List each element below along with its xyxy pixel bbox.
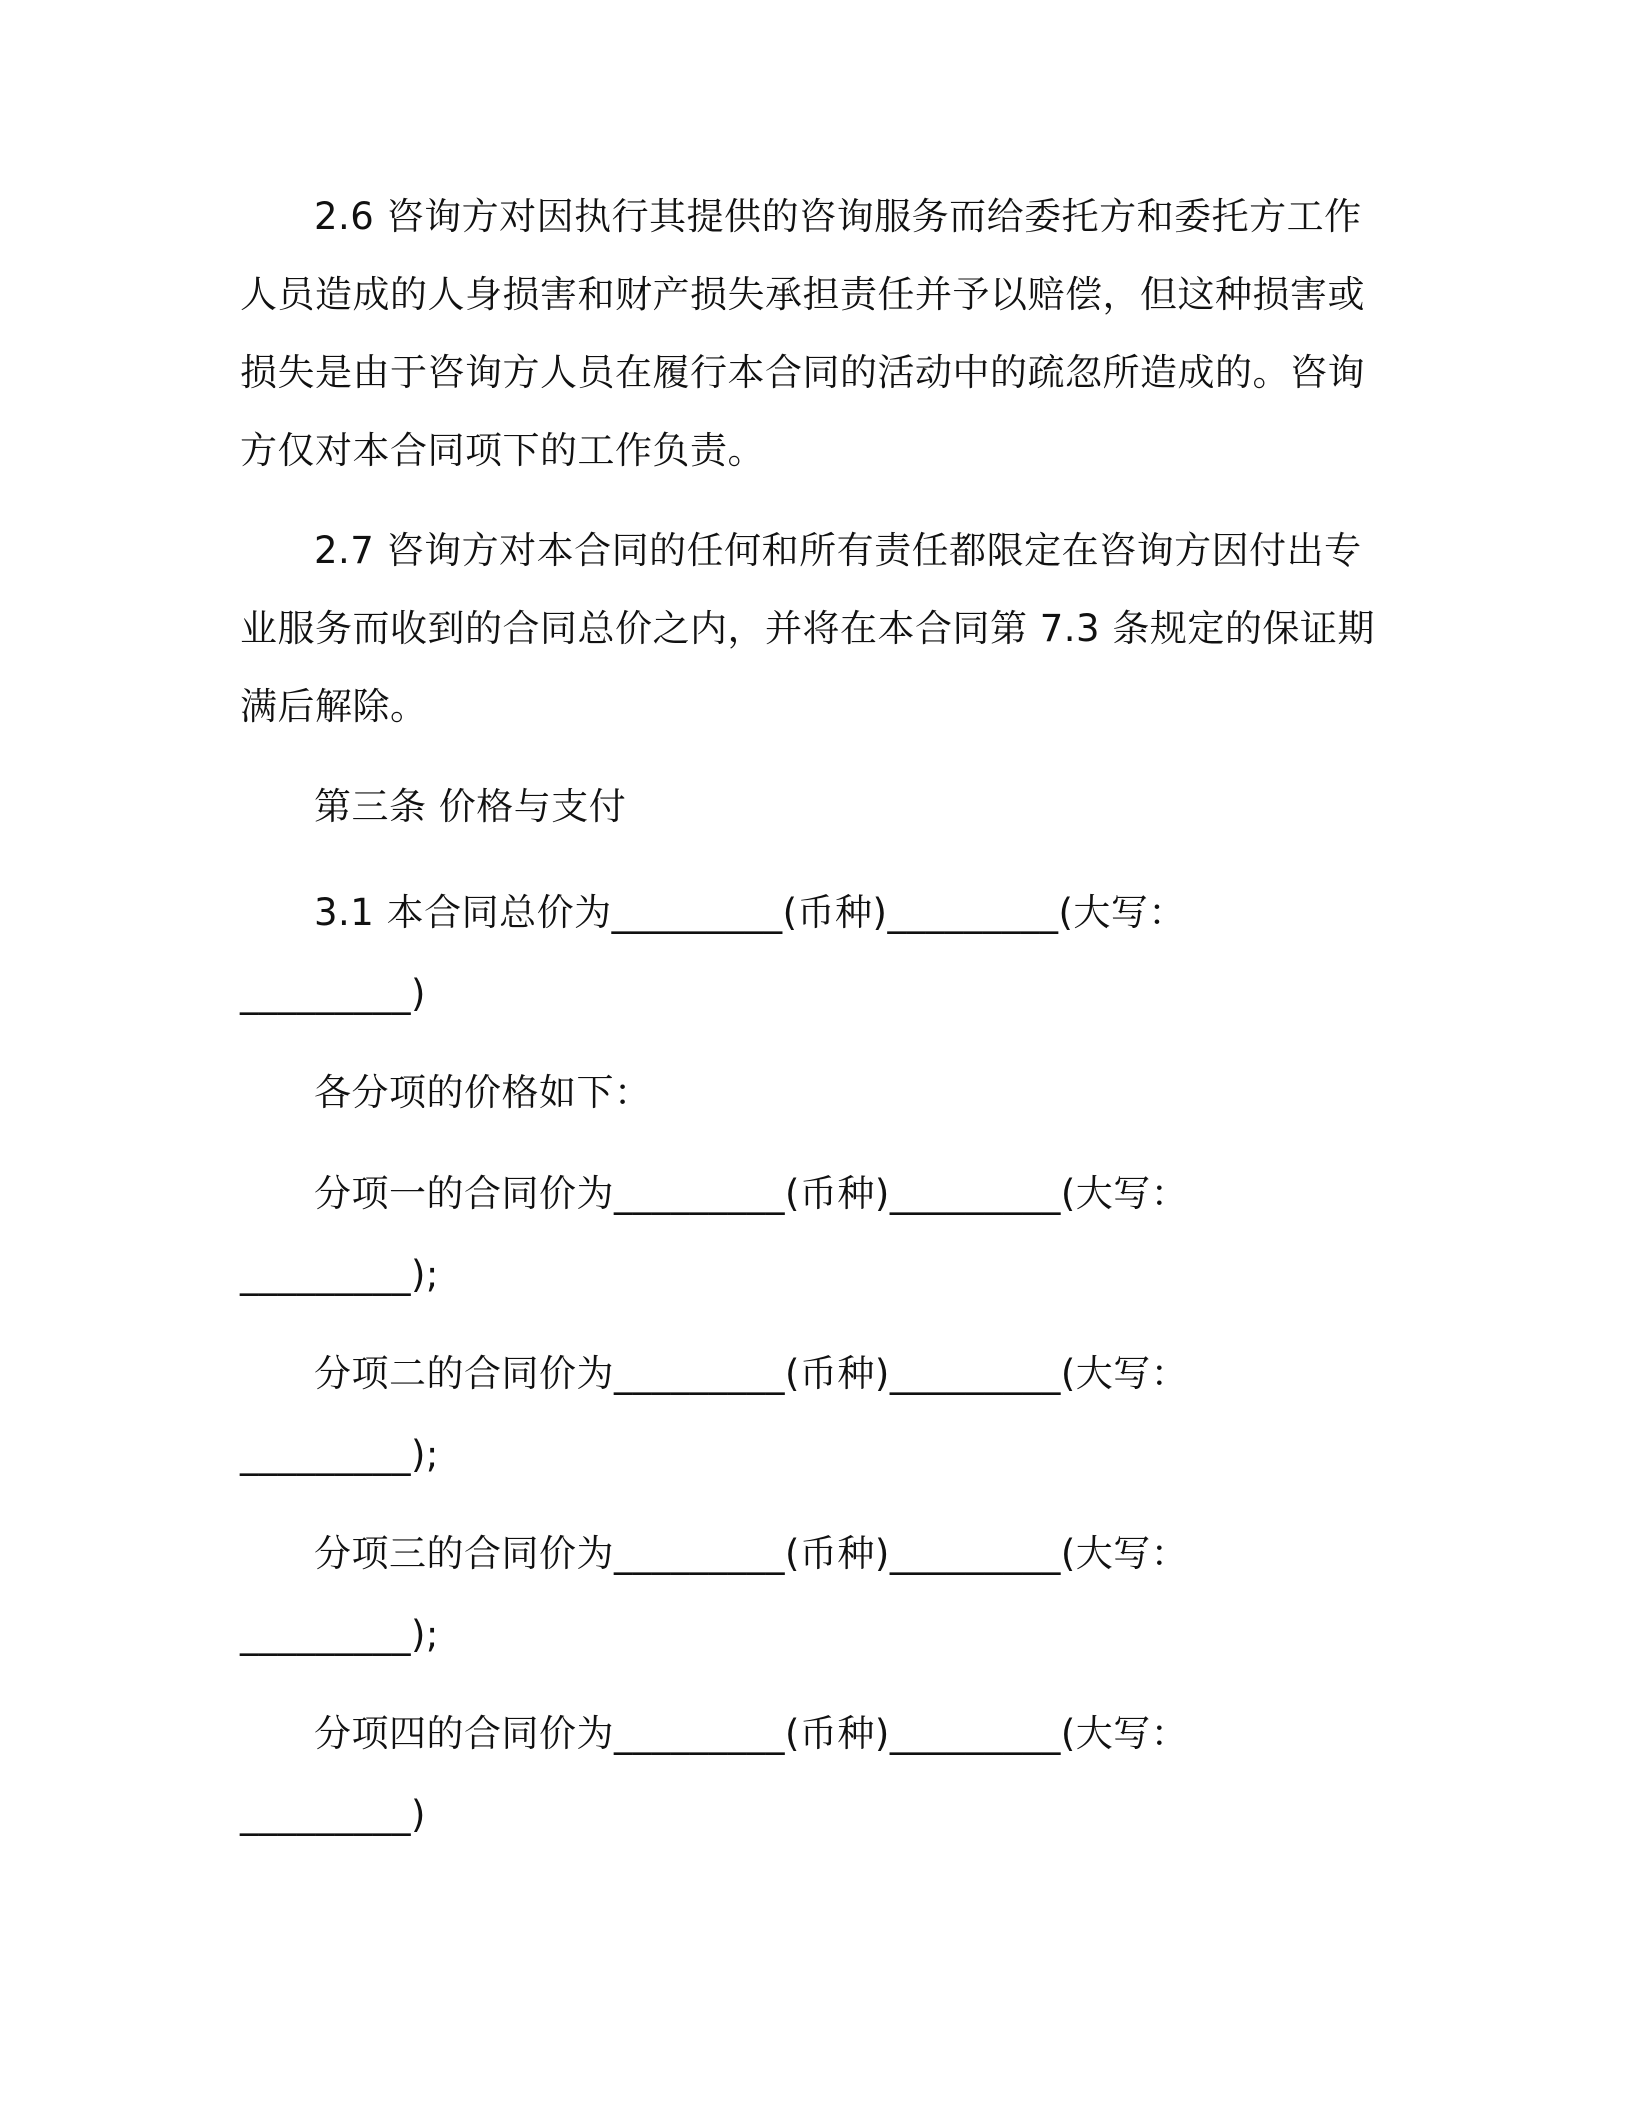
subitem-2-line-2: _________); [240,1433,439,1476]
clause-3-1-line-1: 3.1 本合同总价为_________(币种)_________(大写： [314,891,1186,934]
clause-3-1-line-2: _________) [240,972,426,1015]
subitem-1-line-1: 分项一的合同价为_________(币种)_________(大写： [314,1172,1189,1215]
subitem-3-line-1: 分项三的合同价为_________(币种)_________(大写： [314,1532,1189,1575]
subitem-4-line-2: _________) [240,1793,426,1836]
clause-2-6-paragraph: 2.6 咨询方对因执行其提供的咨询服务而给委托方和委托方工作人员造成的人身损害和财产损失承担责任并予以赔偿，但这种损害或损失是由于咨询方人员在履行本合同的活动中的疏忽所造成的。咨询方仅对本合同项下的工作负责。 [240,195,1365,472]
clause-2-7-paragraph: 2.7 咨询方对本合同的任何和所有责任都限定在咨询方因付出专业服务而收到的合同总价之内，并将在本合同第 7.3 条规定的保证期满后解除。 [240,529,1375,728]
article-3-heading: 第三条 价格与支付 [314,785,627,828]
subitem-1-line-2: _________); [240,1253,439,1296]
subitem-3-line-2: _________); [240,1613,439,1656]
subitems-intro: 各分项的价格如下： [314,1071,652,1114]
subitem-2-line-1: 分项二的合同价为_________(币种)_________(大写： [314,1352,1189,1395]
subitem-4-line-1: 分项四的合同价为_________(币种)_________(大写： [314,1712,1189,1755]
